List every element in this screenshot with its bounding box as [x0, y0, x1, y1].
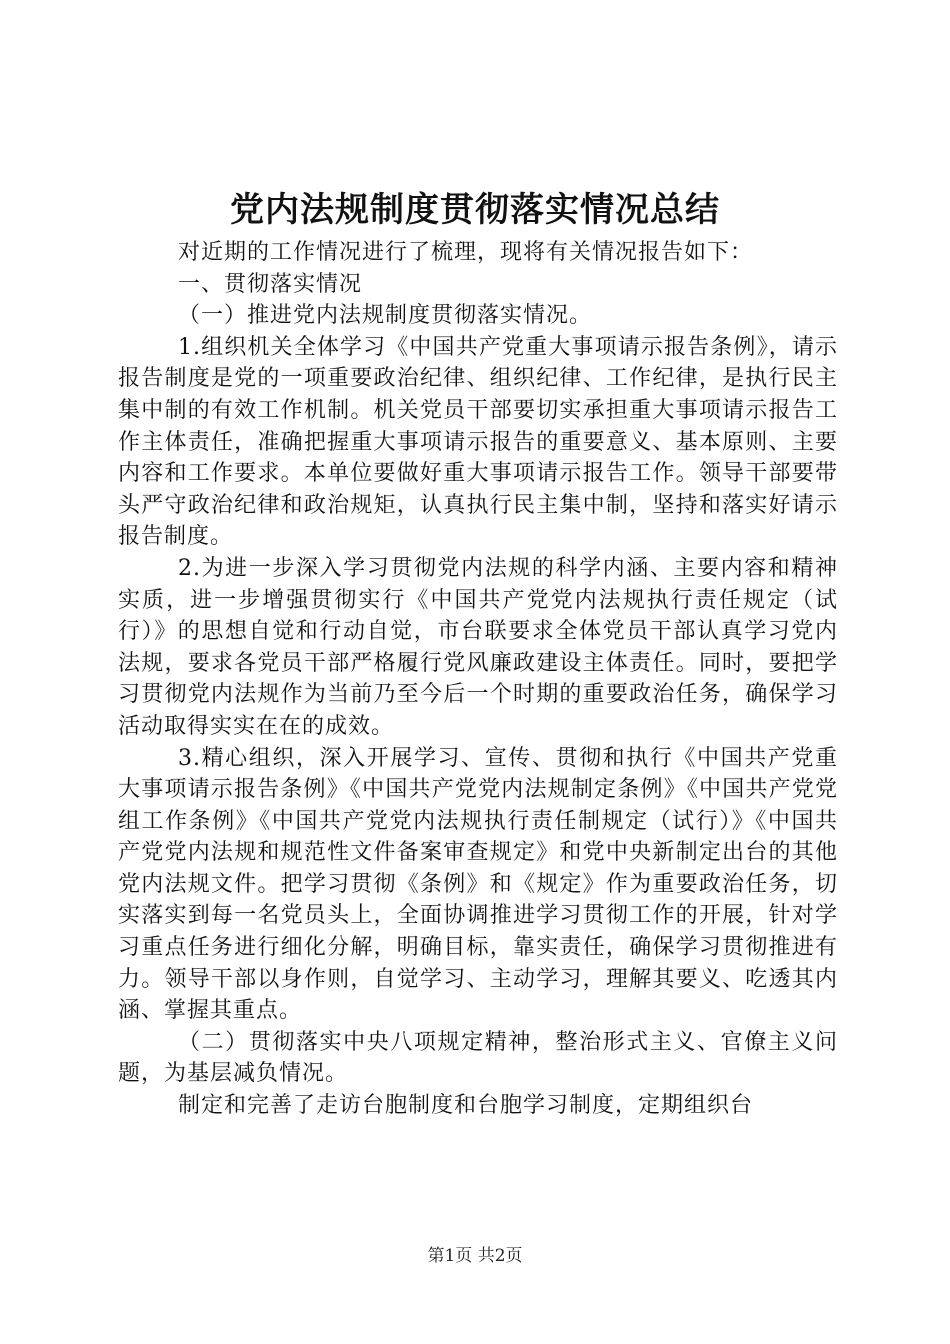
document-body: [118, 237, 838, 1122]
paragraph-item-3: 3.精心组织，深入开展学习、宣传、贯彻和执行《中国共产党重大事项请示报告条例》《中国共产党党内法规制定条例》《中国共产党党组工作条例》《中国共产党党内法规执行责任制规定（试行）》《中国共产党党内法规和规范性文件备案审查规定》和党中央新制定出台的其他党内法规文件。把学习贯彻《条例》和《规定》作为重要政治任务，切实落实到每一名党员头上，全面协调推进学习贯彻工作的开展，针对学习重点任务进行细化分解，明确目标，靠实责任，确保学习贯彻推进有力。领导干部以身作则，自觉学习、主动学习，理解其要义、吃透其内涵、掌握其重点。: [118, 745, 838, 1024]
subsection-heading-2: （二）贯彻落实中央八项规定精神，整治形式主义、官僚主义问题，为基层减负情况。: [118, 1029, 838, 1087]
paragraph-item-2: 2.为进一步深入学习贯彻党内法规的科学内涵、主要内容和精神实质，进一步增强贯彻实行《中国共产党党内法规执行责任规定（试行）》的思想自觉和行动自觉，市台联要求全体党员干部认真学习党内法规，要求各党员干部严格履行党风廉政建设主体责任。同时，要把学习贯彻党内法规作为当前乃至今后一个时期的重要政治任务，确保学习活动取得实实在在的成效。: [118, 555, 838, 739]
intro-paragraph: 对近期的工作情况进行了梳理，现将有关情况报告如下：: [178, 240, 754, 265]
section-heading: 一、贯彻落实情况: [178, 271, 363, 297]
document-title: 党内法规制度贯彻落实情况总结: [230, 190, 720, 230]
page-footer: 第1页 共2页: [427, 1246, 523, 1266]
paragraph-item-1: 1.组织机关全体学习《中国共产党重大事项请示报告条例》，请示报告制度是党的一项重要政治纪律、组织纪律、工作纪律，是执行民主集中制的有效工作机制。机关党员干部要切实承担重大事项请示报告工作主体责任，准确把握重大事项请示报告的重要意义、基本原则、主要内容和工作要求。本单位要做好重大事项请示报告工作。领导干部要带头严守政治纪律和政治规矩，认真执行民主集中制，坚持和落实好请示报告制度。: [118, 334, 838, 550]
paragraph-continued: 制定和完善了走访台胞制度和台胞学习制度，定期组织台: [178, 1093, 754, 1119]
subsection-heading: （一）推进党内法规制度贯彻落实情况。: [178, 303, 593, 329]
